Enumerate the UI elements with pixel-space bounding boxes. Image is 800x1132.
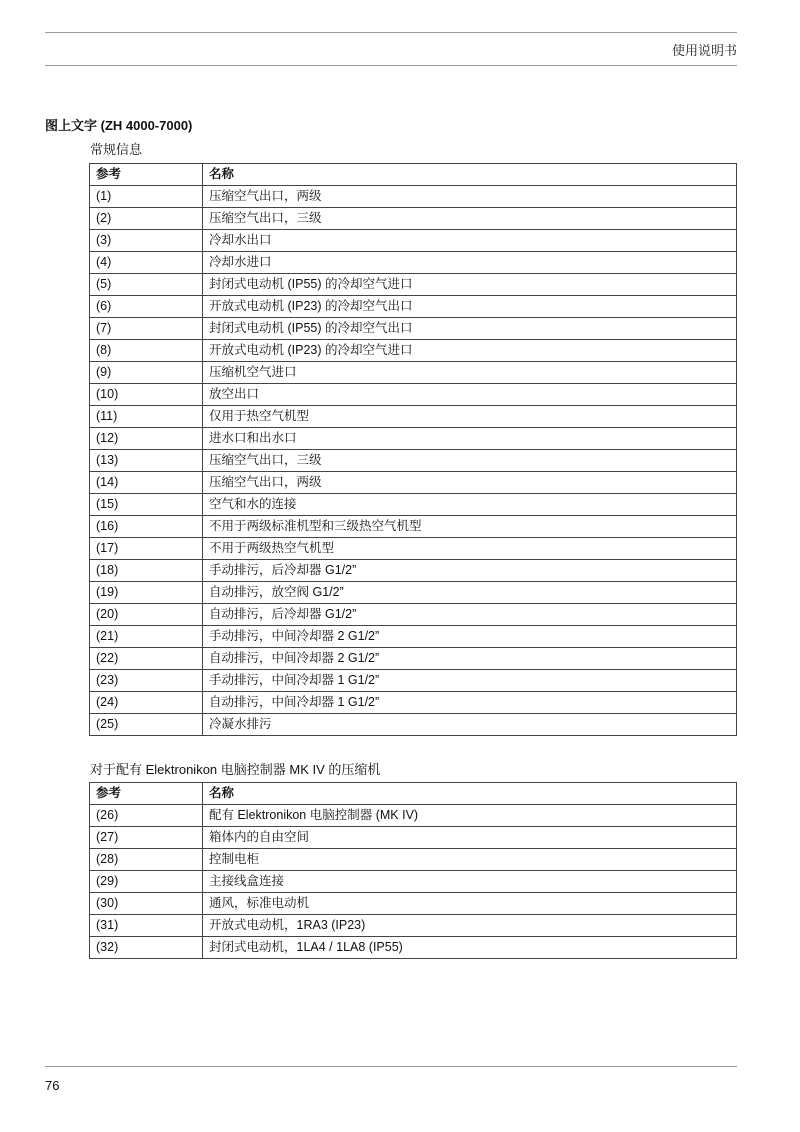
- footer-rule: [45, 1066, 737, 1067]
- reference-cell: (21): [90, 626, 203, 648]
- table-row: [90, 626, 737, 648]
- reference-cell: (14): [90, 472, 203, 494]
- table-row: [90, 849, 737, 871]
- name-cell: 封闭式电动机 (IP55) 的冷却空气进口: [203, 274, 737, 296]
- name-cell: 开放式电动机 (IP23) 的冷却空气进口: [203, 340, 737, 362]
- name-cell: 主接线盒连接: [203, 871, 737, 893]
- table-row: [90, 406, 737, 428]
- name-cell: 空气和水的连接: [203, 494, 737, 516]
- mk4-reference-table: [89, 782, 737, 959]
- table-row: [90, 604, 737, 626]
- name-cell: 不用于两级热空气机型: [203, 538, 737, 560]
- reference-cell: (15): [90, 494, 203, 516]
- reference-cell: (32): [90, 937, 203, 959]
- reference-cell: (10): [90, 384, 203, 406]
- table-row: [90, 362, 737, 384]
- name-cell: 压缩空气出口，三级: [203, 208, 737, 230]
- reference-cell: (29): [90, 871, 203, 893]
- name-cell: 开放式电动机，1RA3 (IP23): [203, 915, 737, 937]
- reference-cell: (2): [90, 208, 203, 230]
- column-header-name: 名称: [203, 783, 737, 805]
- name-cell: 压缩空气出口，两级: [203, 186, 737, 208]
- reference-cell: (25): [90, 714, 203, 736]
- table-row: [90, 714, 737, 736]
- general-info-subtitle: 常规信息: [90, 142, 143, 157]
- reference-cell: (19): [90, 582, 203, 604]
- reference-cell: (12): [90, 428, 203, 450]
- header-top-rule: [45, 32, 737, 33]
- name-cell: 开放式电动机 (IP23) 的冷却空气出口: [203, 296, 737, 318]
- table-row: [90, 296, 737, 318]
- table-row: [90, 648, 737, 670]
- name-cell: 不用于两级标准机型和三级热空气机型: [203, 516, 737, 538]
- table-row: [90, 274, 737, 296]
- table-row: [90, 538, 737, 560]
- table-row: [90, 582, 737, 604]
- reference-cell: (9): [90, 362, 203, 384]
- table-row: [90, 915, 737, 937]
- name-cell: 压缩空气出口，两级: [203, 472, 737, 494]
- name-cell: 进水口和出水口: [203, 428, 737, 450]
- table-row: [90, 560, 737, 582]
- table-row: [90, 230, 737, 252]
- table-row: [90, 827, 737, 849]
- table-row: [90, 428, 737, 450]
- name-cell: 冷却水出口: [203, 230, 737, 252]
- table-row: [90, 318, 737, 340]
- reference-cell: (1): [90, 186, 203, 208]
- reference-cell: (22): [90, 648, 203, 670]
- name-cell: 手动排污，中间冷却器 2 G1/2”: [203, 626, 737, 648]
- reference-cell: (28): [90, 849, 203, 871]
- reference-cell: (17): [90, 538, 203, 560]
- name-cell: 箱体内的自由空间: [203, 827, 737, 849]
- section-title: 图上文字 (ZH 4000-7000): [45, 118, 193, 133]
- reference-cell: (20): [90, 604, 203, 626]
- name-cell: 冷凝水排污: [203, 714, 737, 736]
- table-row: [90, 472, 737, 494]
- table-header-row: [90, 783, 737, 805]
- name-cell: 自动排污，中间冷却器 1 G1/2”: [203, 692, 737, 714]
- name-cell: 手动排污，后冷却器 G1/2”: [203, 560, 737, 582]
- name-cell: 手动排污，中间冷却器 1 G1/2”: [203, 670, 737, 692]
- reference-cell: (8): [90, 340, 203, 362]
- name-cell: 仅用于热空气机型: [203, 406, 737, 428]
- mk4-subtitle: 对于配有 Elektronikon 电脑控制器 MK IV 的压缩机: [90, 762, 381, 777]
- table-row: [90, 805, 737, 827]
- reference-cell: (26): [90, 805, 203, 827]
- name-cell: 自动排污，中间冷却器 2 G1/2”: [203, 648, 737, 670]
- reference-cell: (4): [90, 252, 203, 274]
- name-cell: 压缩空气出口，三级: [203, 450, 737, 472]
- table-row: [90, 450, 737, 472]
- name-cell: 配有 Elektronikon 电脑控制器 (MK IV): [203, 805, 737, 827]
- column-header-name: 名称: [203, 164, 737, 186]
- name-cell: 封闭式电动机，1LA4 / 1LA8 (IP55): [203, 937, 737, 959]
- table-row: [90, 670, 737, 692]
- page-number: 76: [45, 1078, 60, 1093]
- name-cell: 压缩机空气进口: [203, 362, 737, 384]
- table-row: [90, 384, 737, 406]
- reference-cell: (11): [90, 406, 203, 428]
- table-row: [90, 186, 737, 208]
- table-row: [90, 516, 737, 538]
- reference-cell: (13): [90, 450, 203, 472]
- reference-cell: (6): [90, 296, 203, 318]
- reference-cell: (16): [90, 516, 203, 538]
- table-row: [90, 208, 737, 230]
- column-header-reference: 参考: [90, 783, 203, 805]
- table-row: [90, 340, 737, 362]
- column-header-reference: 参考: [90, 164, 203, 186]
- name-cell: 通风，标准电动机: [203, 893, 737, 915]
- name-cell: 冷却水进口: [203, 252, 737, 274]
- name-cell: 自动排污，放空阀 G1/2”: [203, 582, 737, 604]
- reference-cell: (5): [90, 274, 203, 296]
- reference-cell: (7): [90, 318, 203, 340]
- name-cell: 自动排污，后冷却器 G1/2”: [203, 604, 737, 626]
- reference-cell: (18): [90, 560, 203, 582]
- reference-cell: (24): [90, 692, 203, 714]
- name-cell: 放空出口: [203, 384, 737, 406]
- table-header-row: [90, 164, 737, 186]
- table-row: [90, 692, 737, 714]
- document-type-label: 使用说明书: [671, 43, 737, 58]
- table-row: [90, 937, 737, 959]
- reference-cell: (27): [90, 827, 203, 849]
- header-bottom-rule: [45, 65, 737, 66]
- name-cell: 控制电柜: [203, 849, 737, 871]
- reference-cell: (23): [90, 670, 203, 692]
- table-row: [90, 252, 737, 274]
- table-row: [90, 893, 737, 915]
- general-reference-table: [89, 163, 737, 736]
- table-row: [90, 871, 737, 893]
- name-cell: 封闭式电动机 (IP55) 的冷却空气出口: [203, 318, 737, 340]
- table-row: [90, 494, 737, 516]
- reference-cell: (31): [90, 915, 203, 937]
- reference-cell: (30): [90, 893, 203, 915]
- reference-cell: (3): [90, 230, 203, 252]
